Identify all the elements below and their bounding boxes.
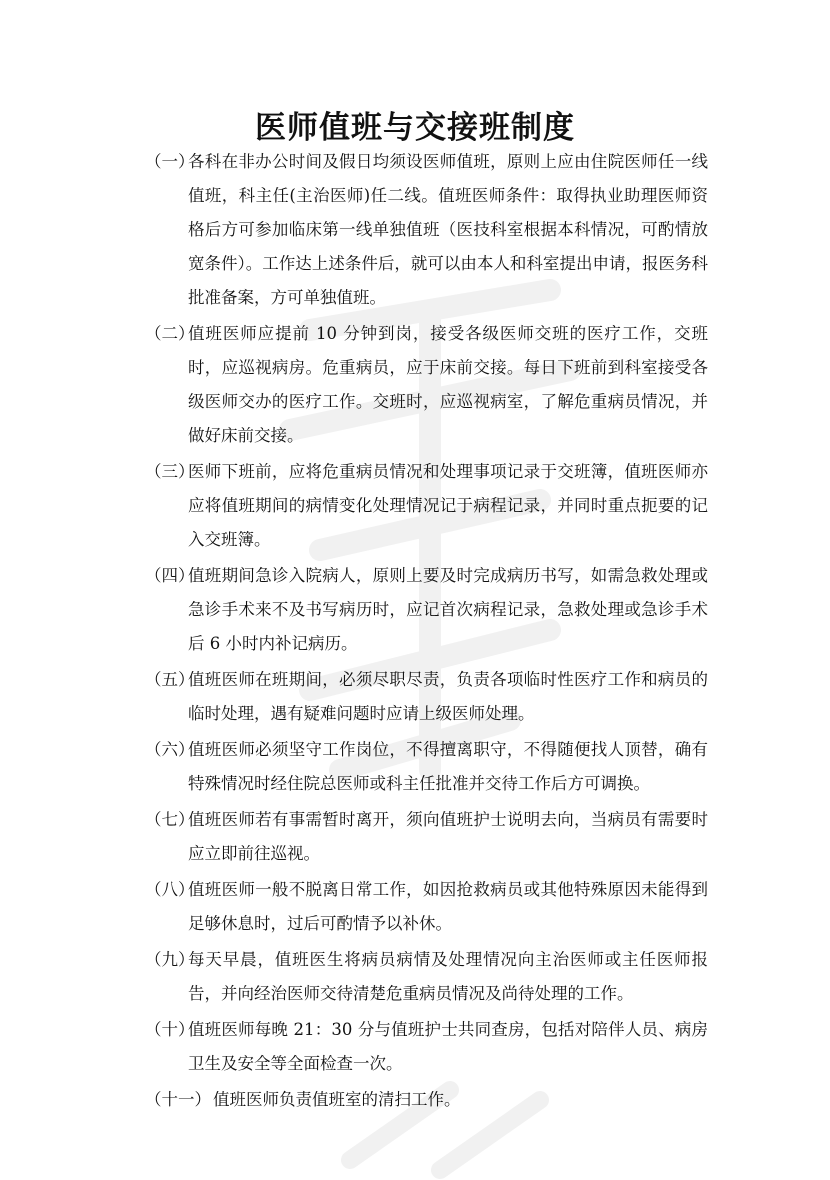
clause-text: 值班医师应提前 10 分钟到岗，接受各级医师交班的医疗工作，交班时，应巡视病房。危重病员，应于床前交接。每日下班前到科室接受各级医师交办的医疗工作。交班时，应巡视病室，了解危重病员情况，并做好床前交接。	[188, 324, 708, 445]
clause-text: 值班医师一般不脱离日常工作，如因抢救病员或其他特殊原因未能得到足够休息时，过后可酌情予以补休。	[188, 880, 708, 933]
clause-text: 值班医师负责值班室的清扫工作。	[213, 1090, 461, 1109]
clause-text: 值班医师每晚 21：30 分与值班护士共同查房，包括对陪伴人员、病房卫生及安全等全面检查一次。	[188, 1020, 708, 1073]
clause-11	[0, 1083, 733, 1117]
clause-number: （十）	[145, 1020, 195, 1039]
clause-number: （十一）	[145, 1090, 211, 1109]
clause-number: （二）	[145, 324, 195, 343]
clause-number: （五）	[145, 670, 195, 689]
clause-text: 各科在非办公时间及假日均须设医师值班，原则上应由住院医师任一线值班，科主任(主治医师)任二线。值班医师条件：取得执业助理医师资格后方可参加临床第一线单独值班（医技科室根据本科情况，可酌情放宽条件）。工作达上述条件后，就可以由本人和科室提出申请，报医务科批准备案，方可单独值班。	[188, 152, 708, 307]
clause-number: （九）	[145, 950, 195, 969]
clause-number: （六）	[145, 740, 195, 759]
clause-number: （七）	[145, 810, 195, 829]
clause-number: （一）	[145, 152, 195, 171]
document-title: 医师值班与交接班制度	[255, 110, 575, 146]
clause-9	[0, 943, 708, 1011]
clause-10	[0, 1013, 708, 1081]
clause-number: （四）	[145, 566, 195, 585]
clause-7	[0, 803, 708, 871]
clause-5	[0, 663, 708, 731]
clause-1	[0, 145, 708, 315]
clause-number: （八）	[145, 880, 195, 899]
clause-2	[0, 317, 708, 453]
clause-text: 每天早晨，值班医生将病员病情及处理情况向主治医师或主任医师报告，并向经治医师交待清楚危重病员情况及尚待处理的工作。	[188, 950, 708, 1003]
clause-3	[0, 455, 708, 557]
clause-4	[0, 559, 708, 661]
clause-list	[0, 145, 830, 1119]
clause-text: 医师下班前，应将危重病员情况和处理事项记录于交班簿，值班医师亦应将值班期间的病情变化处理情况记于病程记录，并同时重点扼要的记入交班簿。	[188, 462, 708, 549]
clause-text: 值班期间急诊入院病人，原则上要及时完成病历书写，如需急救处理或急诊手术来不及书写病历时，应记首次病程记录，急救处理或急诊手术后 6 小时内补记病历。	[188, 566, 708, 653]
clause-number: （三）	[145, 462, 195, 481]
clause-8	[0, 873, 708, 941]
clause-text: 值班医师若有事需暂时离开，须向值班护士说明去向，当病员有需要时应立即前往巡视。	[188, 810, 708, 863]
clause-text: 值班医师在班期间，必须尽职尽责，负责各项临时性医疗工作和病员的临时处理，遇有疑难问题时应请上级医师处理。	[188, 670, 708, 723]
clause-text: 值班医师必须坚守工作岗位，不得擅离职守，不得随便找人顶替，确有特殊情况时经住院总医师或科主任批准并交待工作后方可调换。	[188, 740, 708, 793]
clause-6	[0, 733, 708, 801]
